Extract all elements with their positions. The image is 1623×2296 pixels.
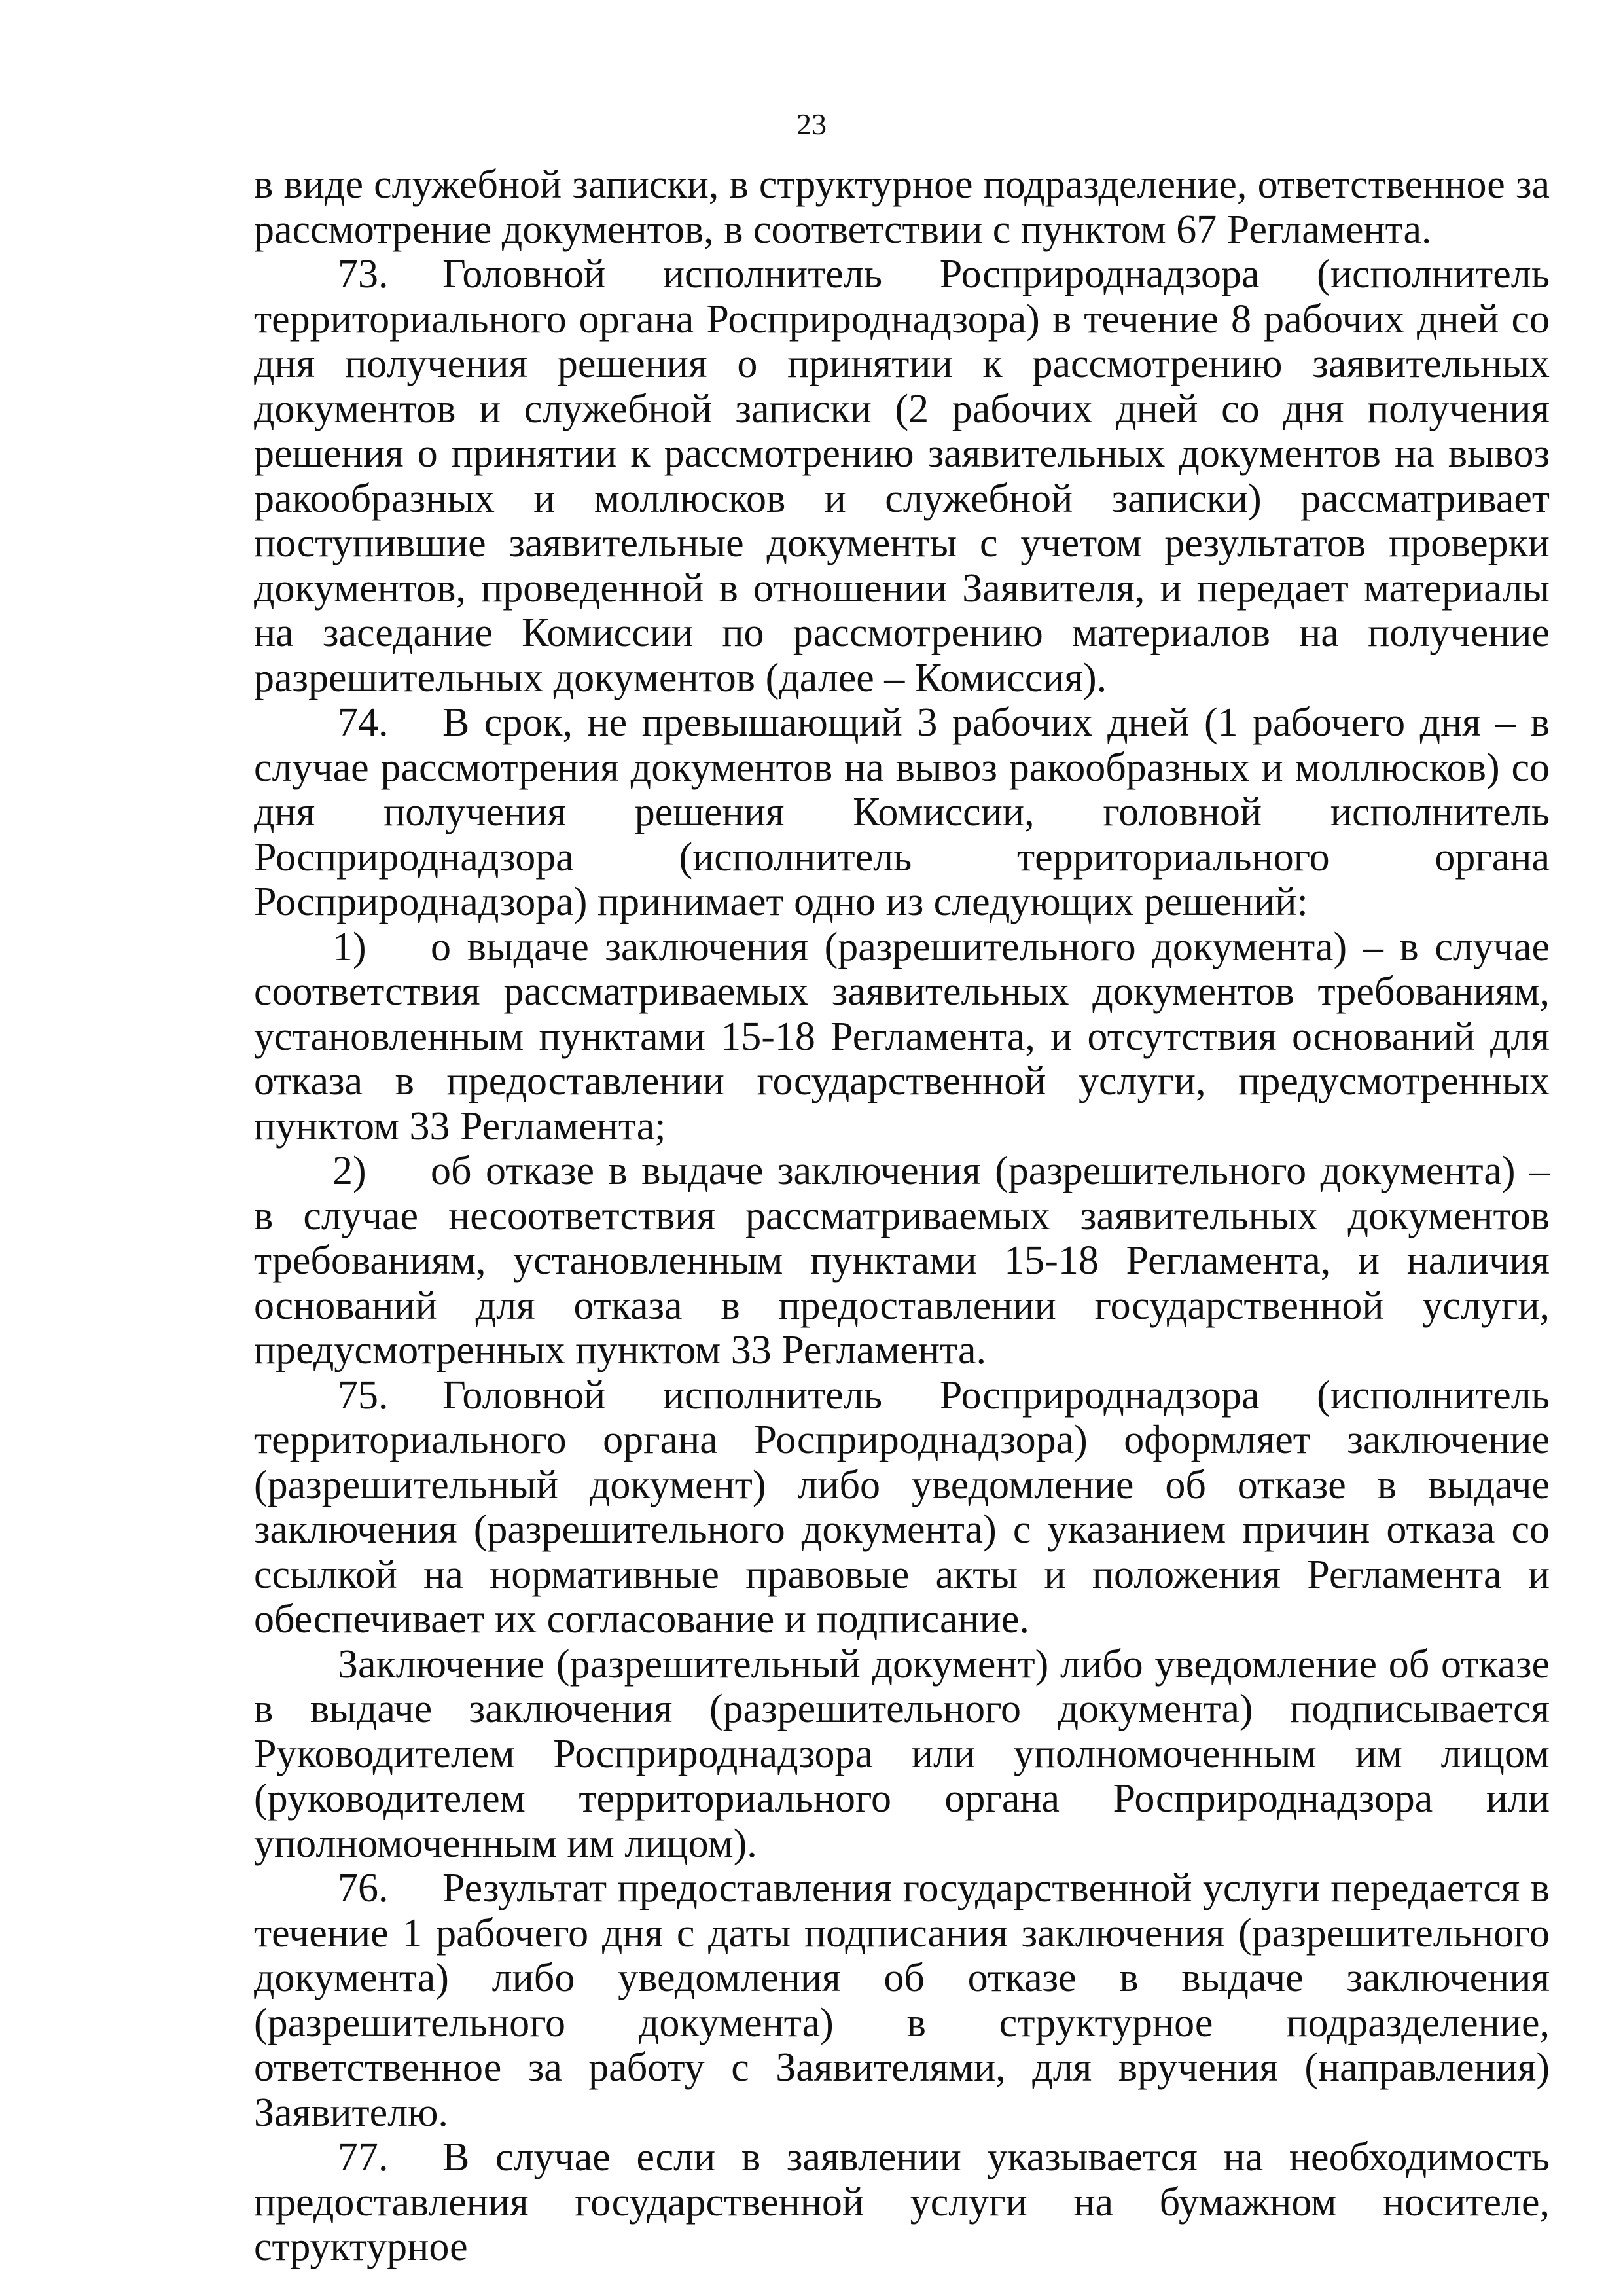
subparagraph-text: об отказе в выдаче заключения (разрешительного документа) – в случае несоответствия рассматриваемых заявительных документов требованиям, установленным пунктами 15-18 Регламента, и наличия оснований для отказа в предоставлении государственной услуги, предусмотренных пунктом 33 Регламента. <box>254 1149 1550 1372</box>
paragraph-continuation: в виде служебной записки, в структурное подразделение, ответственное за рассмотрение документов, в соответствии с пунктом 67 Регламента. <box>254 162 1550 252</box>
paragraph-number: 75. <box>338 1372 389 1418</box>
subparagraph-74-2 <box>254 1149 1550 1373</box>
paragraph-75-continued: Заключение (разрешительный документ) либо уведомление об отказе в выдаче заключения (разрешительного документа) подписывается Руководителем Росприроднадзора или уполномоченным им лицом (руководителем территориального органа Росприроднадзора или уполномоченным им лицом). <box>254 1641 1550 1866</box>
paragraph-number: 76. <box>338 1866 389 1910</box>
paragraph-77 <box>254 2135 1550 2270</box>
paragraph-74 <box>254 700 1550 925</box>
page-number: 23 <box>796 107 827 141</box>
subparagraph-number: 1) <box>332 924 366 969</box>
paragraph-text: В срок, не превышающий 3 рабочих дней (1 рабочего дня – в случае рассмотрения документов на вывоз ракообразных и моллюсков) со дня получения решения Комиссии, головной исполнитель Росприроднадзора (исполнитель территориального органа Росприроднадзора) принимает одно из следующих решений: <box>254 700 1550 924</box>
paragraph-text: Головной исполнитель Росприроднадзора (исполнитель территориального органа Росприроднадзора) в течение 8 рабочих дней со дня получения решения о принятии к рассмотрению заявительных документов и служебной записки (2 рабочих дней со дня получения решения о принятии к рассмотрению заявительных документов на вывоз ракообразных и моллюсков и служебной записки) рассматривает поступившие заявительные документы с учетом результатов проверки документов, проведенной в отношении Заявителя, и передает материалы на заседание Комиссии по рассмотрению материалов на получение разрешительных документов (далее – Комиссия). <box>254 252 1550 700</box>
paragraph-number: 73. <box>338 252 389 296</box>
paragraph-73 <box>254 252 1550 700</box>
paragraph-number: 77. <box>338 2135 389 2179</box>
paragraph-text: В случае если в заявлении указывается на необходимость предоставления государственной услуги на бумажном носителе, структурное <box>254 2135 1550 2269</box>
subparagraph-text: о выдаче заключения (разрешительного документа) – в случае соответствия рассматриваемых заявительных документов требованиям, установленным пунктами 15-18 Регламента, и отсутствия оснований для отказа в предоставлении государственной услуги, предусмотренных пунктом 33 Регламента; <box>254 924 1550 1149</box>
subparagraph-number: 2) <box>332 1149 366 1193</box>
paragraph-75 <box>254 1373 1550 1642</box>
paragraph-number: 74. <box>338 700 389 745</box>
paragraph-text: Результат предоставления государственной услуги передается в течение 1 рабочего дня с даты подписания заключения (разрешительного документа) либо уведомления об отказе в выдаче заключения (разрешительного документа) в структурное подразделение, ответственное за работу с Заявителями, для вручения (направления) Заявителю. <box>254 1866 1550 2135</box>
document-body <box>254 162 1550 2270</box>
paragraph-76 <box>254 1866 1550 2135</box>
subparagraph-74-1 <box>254 925 1550 1149</box>
paragraph-text: Головной исполнитель Росприроднадзора (исполнитель территориального органа Росприроднадзора) оформляет заключение (разрешительный документ) либо уведомление об отказе в выдаче заключения (разрешительного документа) с указанием причин отказа со ссылкой на нормативные правовые акты и положения Регламента и обеспечивает их согласование и подписание. <box>254 1372 1550 1641</box>
